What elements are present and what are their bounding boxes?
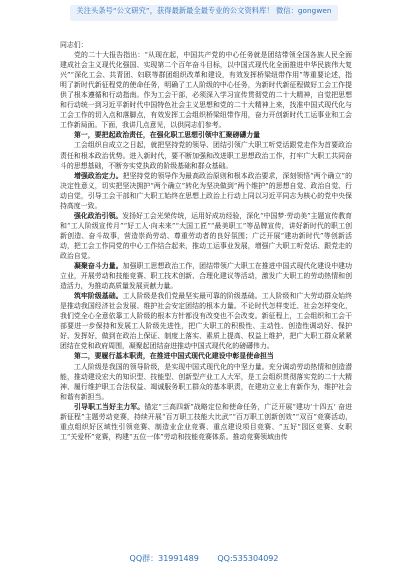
body-paragraph bbox=[60, 402, 352, 442]
paragraph-text: 把坚持党的领导作为最高政治原则和根本政治要求，深刻领悟“两个确立”的决定性意义，切实把坚决拥护“两个确立”转化为坚决做到“两个维护”的思想自觉、政治自觉、行动自觉，引导工会干部和广大职工始终在思想上政治上行动上同以习近平同志为核心的党中央保持高度一致。 bbox=[60, 171, 352, 210]
paragraph-lead: 引导职工当好主力军。 bbox=[74, 402, 145, 411]
paragraph-text: 工会组织自成立之日起，就把坚持党的领导、团结引领广大职工听党话跟党走作为首要政治责任和根本政治优势。进入新时代，要不断加强和改进职工思想政治工作，打牢广大职工共同奋斗的思想基础，不断夯实党执政的阶级基础和群众基础。 bbox=[60, 141, 352, 170]
top-banner bbox=[0, 0, 408, 30]
paragraph-text: 发扬好工会光荣传统，运用好成功经验，深化“中国梦·劳动美”主题宣传教育和“工人阶级宣传月”“好工人·向未来”“大国工匠”“最美职工”等品牌宣传，讲好新时代的职工创新创造、奋斗故事，营造崇尚劳动、尊重劳动者的良好氛围；广泛开展“建功新时代”等创新活动，把工会工作同党的中心工作结合起来，推动工运事业发展，增强广大职工听党话、跟党走的政治自觉。 bbox=[60, 211, 353, 260]
banner-text: 关注头条号“公文研究”，获得最新最全最专业的公文资料库！ 微信：gongwen bbox=[76, 6, 332, 15]
body-paragraph bbox=[60, 261, 352, 291]
body-paragraph bbox=[60, 140, 352, 170]
body-paragraph bbox=[60, 50, 352, 130]
body-paragraph bbox=[60, 211, 352, 261]
paragraph-lead: 强化政治引领。 bbox=[74, 211, 123, 220]
paragraph-text: 党的二十大报告指出：“从现在起，中国共产党的中心任务就是团结带领全国各族人民全面建成社会主义现代化强国、实现第二个百年奋斗目标，以中国式现代化全面推进中华民族伟大复兴”“深化工会、共青团、妇联等群团组织改革和建设，有效发挥桥梁纽带作用”等重要论述，指明了新时代新征程党的使命任务，明确了工人阶级的中心任务，为新时代新征程做好工会工作提供了根本遵循和行动指南。作为工会干部，必须深入学习宣传贯彻党的二十大精神，自觉把思想和行动统一到习近平新时代中国特色社会主义思想和党的二十大精神上来，找准中国式现代化与工会工作的切入点和落脚点，有效发挥工会组织桥梁纽带作用，奋力开创新时代工运事业和工会工作新局面。下面，我讲几点意见，以供同志们参考。 bbox=[60, 51, 352, 130]
paragraph-text: 加强职工思想政治工作，团结带领广大职工在推进中国式现代化建设中建功立业，开展劳动和技能竞赛、职工技术创新、合理化建议等活动，激发广大职工的劳动热情和创造活力，为推动高质量发展贡献力量。 bbox=[60, 262, 353, 291]
body-paragraph bbox=[60, 171, 352, 211]
section-heading: 第一，要把起政治责任，在强化职工思想引领中汇聚磅礴力量 bbox=[74, 131, 261, 140]
paragraph-lead: 增强政治定力。 bbox=[74, 171, 123, 180]
paragraph-text: 工人阶级是我们党最坚实最可靠的阶级基础。工人阶级和广大劳动群众始终是推动我国经济社会发展、维护社会安定团结的根本力量。不论时代怎样变迁、社会怎样变化，我们党全心全意依靠工人阶级的根本方针都没有改变也不会改变。新征程上，工会组织和工会干部要进一步保持和发展工人阶级先进性，把广大职工的积极性、主动性、创造性调动好、保护好、发挥好，做到在政治上保证、制度上落实、素质上提高、权益上维护，把广大职工群众紧紧团结在党和政府周围，凝聚起团结奋进推动中国式现代化的磅礴伟力。 bbox=[60, 292, 353, 351]
paragraph-lead: 凝聚奋斗力量。 bbox=[74, 262, 123, 271]
footer-qq: QQ:535304092 bbox=[217, 554, 279, 563]
body-paragraph bbox=[60, 291, 352, 351]
document-body bbox=[60, 40, 352, 442]
section-heading: 第二，要履行基本职责，在推进中国式现代化建设中彰显使命担当 bbox=[74, 352, 274, 361]
footer bbox=[0, 553, 408, 571]
footer-qq-group: QQ群：31991489 bbox=[129, 554, 199, 563]
salutation: 同志们： bbox=[60, 41, 88, 49]
body-paragraph bbox=[60, 362, 352, 402]
paragraph-text: 工人阶级是我国的领导阶级，是实现中国式现代化的中坚力量。充分调动劳动热情和创造潜能，推动建设宏大的知识型、技能型、创新型产业工人大军，是工会组织贯彻落实党的二十大精神、履行维护职工合法权益、竭诚服务职工群众的基本职责，在建功立业上有新作为，维护社会和谐有新担当。 bbox=[60, 362, 352, 401]
paragraph-text: 锚定“三高四新”战略定位和使命任务，广泛开展“建功‘十四五’ 奋进新征程”主题劳动竞赛，持续开展“百万职工技能大比武”“百万职工创新创效”“双百”竞赛活动，重点组织好区域性引领竞赛、制造业企业竞赛、重点建设项目竞赛、“五好”园区竞赛、女职工“关爱杯”竞赛，构建“五位一体”劳动和技能竞赛体系。推动竞赛领域由传 bbox=[60, 402, 353, 441]
document-paragraphs bbox=[60, 50, 352, 442]
paragraph-lead: 筑牢阶级基础。 bbox=[74, 292, 123, 301]
